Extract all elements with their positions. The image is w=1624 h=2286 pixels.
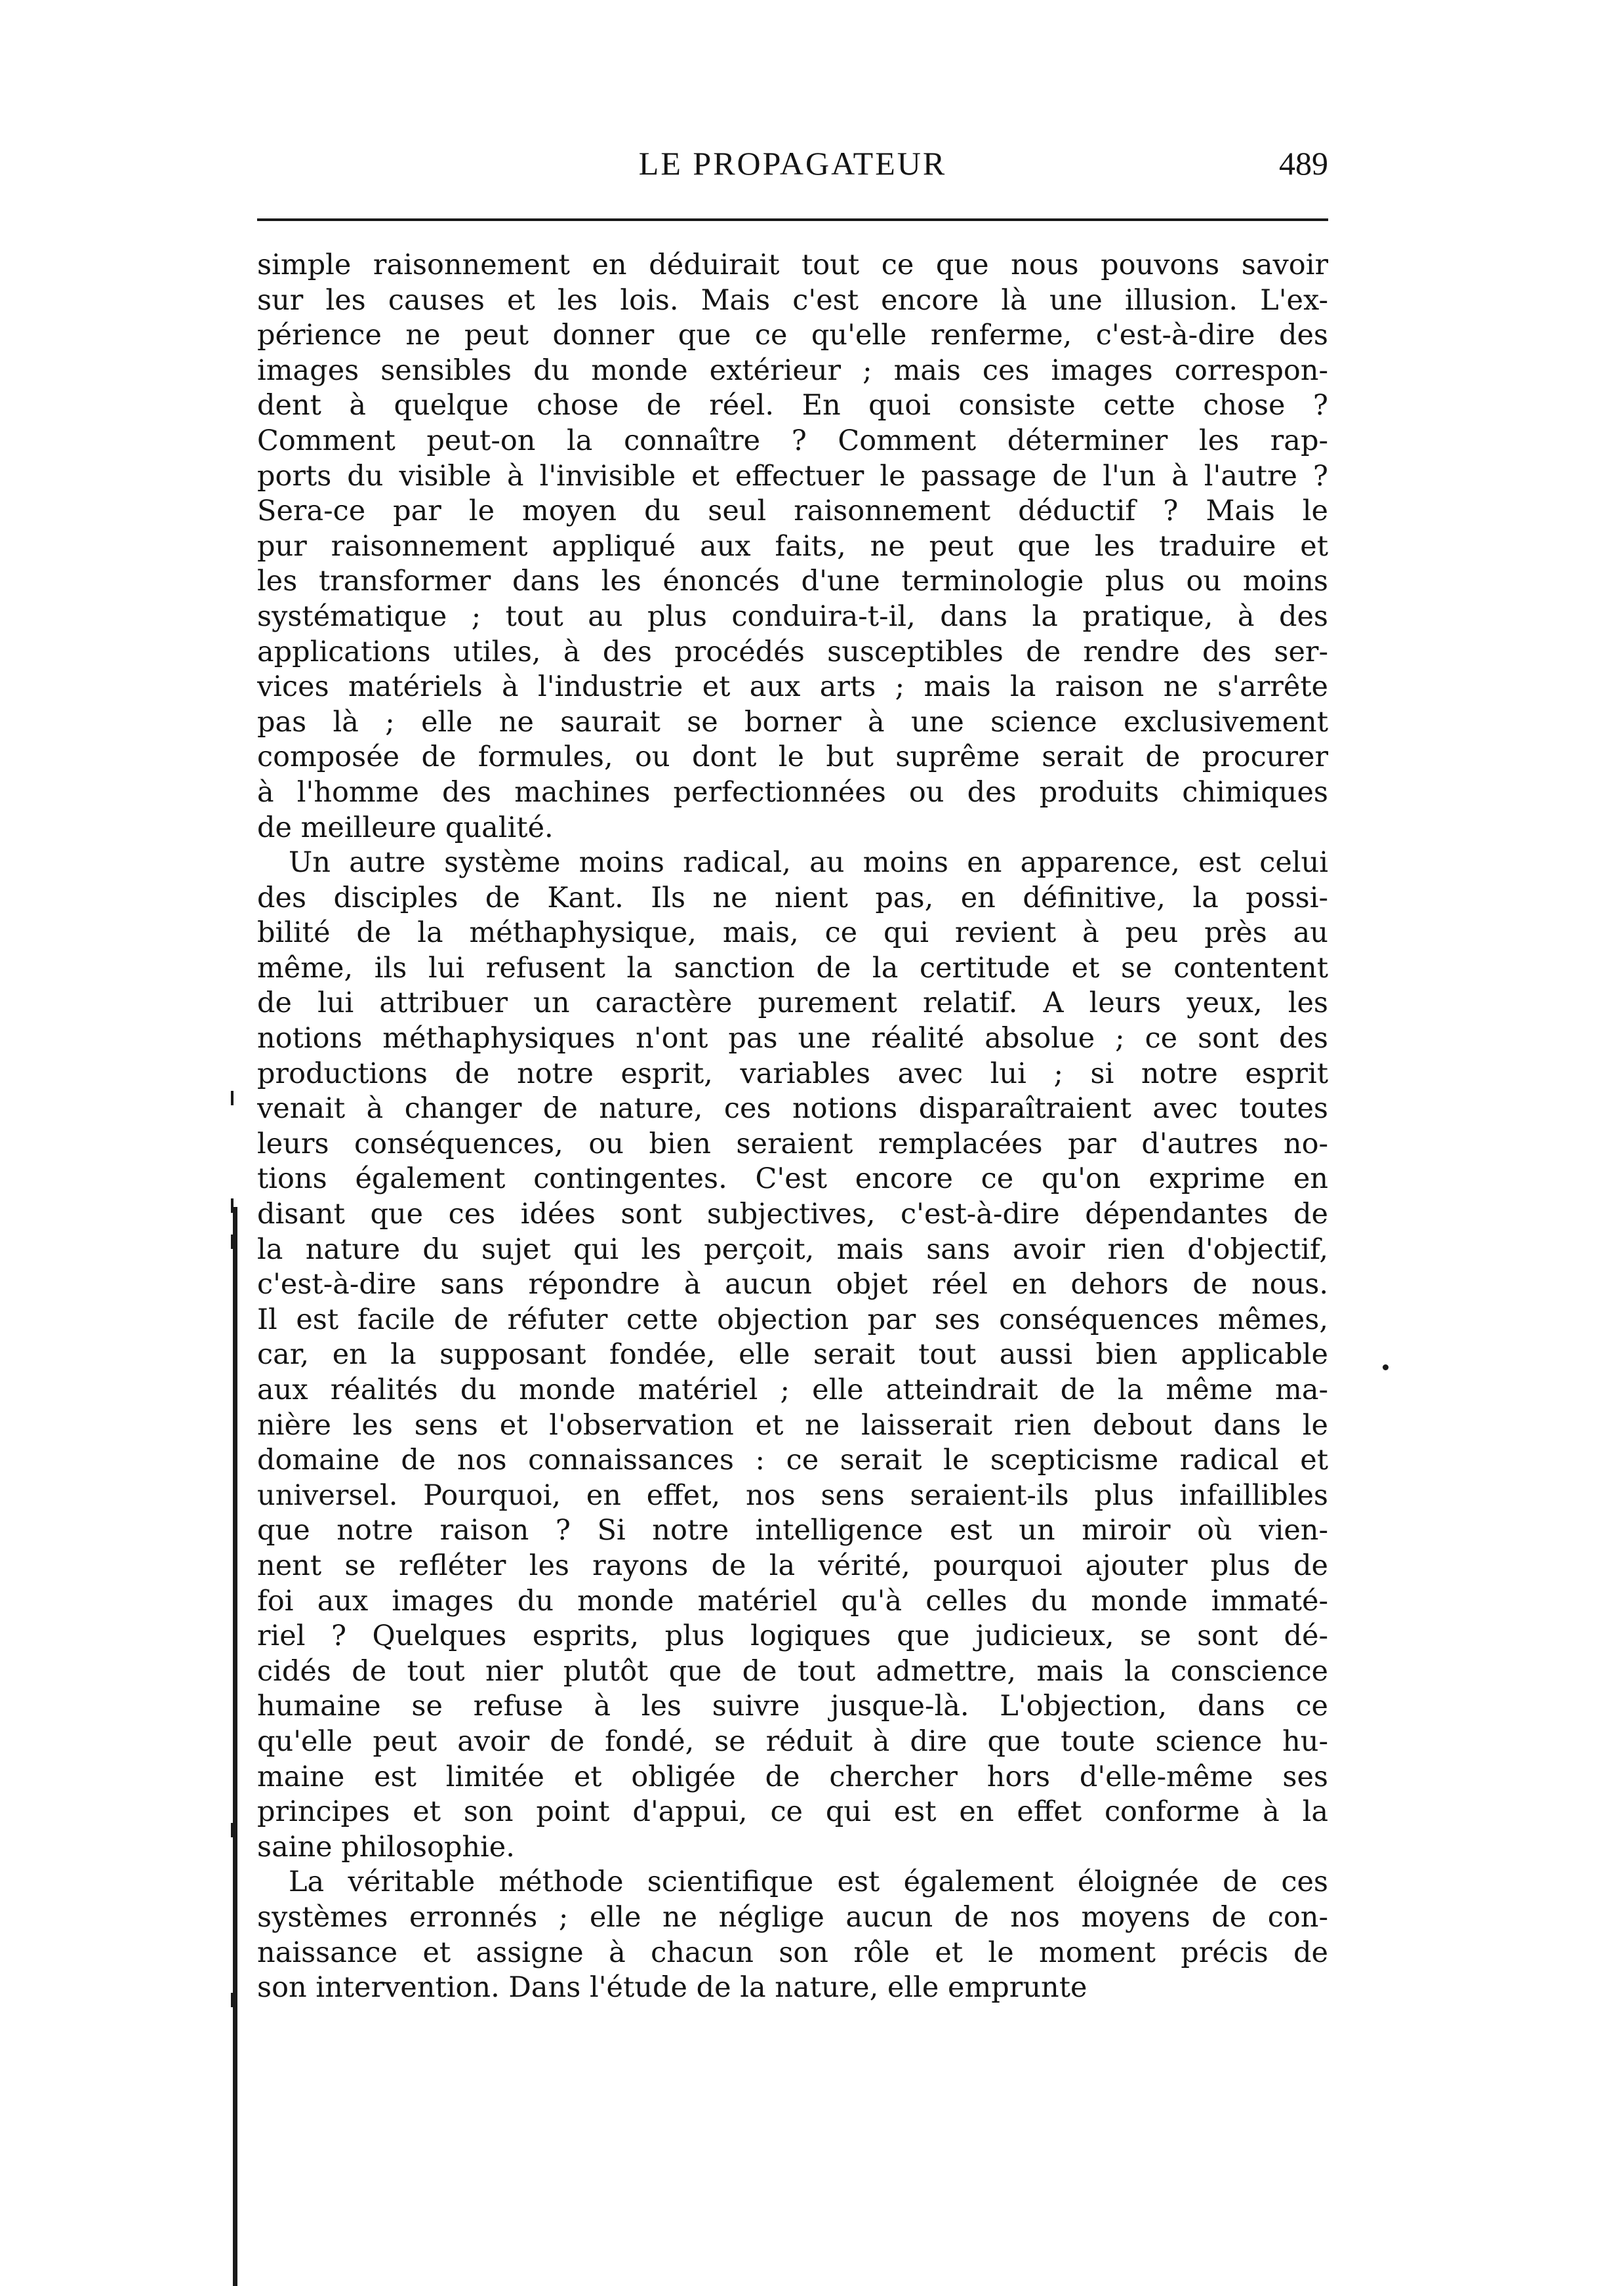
binding-edge-line	[233, 1207, 237, 2286]
text-line: systèmes erronnés ; elle ne néglige aucun de nos moyens de con-	[257, 1900, 1328, 1934]
text-line: composée de formules, ou dont le but suprême serait de procurer	[257, 741, 1328, 774]
header-rule	[257, 218, 1328, 221]
text-line: pur raisonnement appliqué aux faits, ne peut que les traduire et	[257, 529, 1328, 563]
text-line: riel ? Quelques esprits, plus logiques que judicieux, se sont dé-	[257, 1620, 1328, 1653]
paragraph	[257, 248, 1328, 846]
text-line: nent se refléter les rayons de la vérité, pourquoi ajouter plus de	[257, 1549, 1328, 1582]
text-line: vices matériels à l'industrie et aux arts ; mais la raison ne s'arrête	[257, 670, 1328, 704]
text-line: Il est facile de réfuter cette objection par ses conséquences mêmes,	[257, 1303, 1328, 1336]
text-line: principes et son point d'appui, ce qui est en effet conforme à la	[257, 1795, 1328, 1829]
text-line: à l'homme des machines perfectionnées ou des produits chimiques	[257, 775, 1328, 809]
text-line: La véritable méthode scientifique est également éloignée de ces	[289, 1866, 1328, 1899]
binding-edge-mark	[231, 1823, 233, 1837]
text-line: nière les sens et l'observation et ne laisserait rien debout dans le	[257, 1408, 1328, 1442]
text-line: les transformer dans les énoncés d'une terminologie plus ou moins	[257, 565, 1328, 598]
text-line: naissance et assigne à chacun son rôle et le moment précis de	[257, 1936, 1328, 1969]
binding-edge-mark	[231, 1993, 233, 2007]
text-line: dent à quelque chose de réel. En quoi consiste cette chose ?	[257, 389, 1328, 422]
text-line: domaine de nos connaissances : ce serait le scepticisme radical et	[257, 1444, 1328, 1477]
page-header	[257, 144, 1328, 190]
text-line: même, ils lui refusent la sanction de la certitude et se contentent	[257, 951, 1328, 985]
text-line: aux réalités du monde matériel ; elle atteindrait de la même ma-	[257, 1374, 1328, 1406]
text-line: disant que ces idées sont subjectives, c'est-à-dire dépendantes de	[257, 1198, 1328, 1231]
text-line: son intervention. Dans l'étude de la nature, elle emprunte	[257, 1971, 1087, 2005]
text-line: périence ne peut donner que ce qu'elle renferme, c'est-à-dire des	[257, 319, 1328, 352]
print-speck	[1383, 1364, 1389, 1370]
text-line: simple raisonnement en déduirait tout ce que nous pouvons savoir	[257, 249, 1328, 281]
text-line: bilité de la méthaphysique, mais, ce qui revient à peu près au	[257, 916, 1328, 950]
text-line: universel. Pourquoi, en effet, nos sens seraient-ils plus infaillibles	[257, 1479, 1328, 1512]
text-line: de meilleure qualité.	[257, 811, 554, 844]
text-line: ports du visible à l'invisible et effectuer le passage de l'un à l'autre ?	[257, 459, 1328, 493]
text-line: cidés de tout nier plutôt que de tout admettre, mais la conscience	[257, 1654, 1328, 1688]
text-line: humaine se refuse à les suivre jusque-là. L'objection, dans ce	[257, 1690, 1328, 1723]
text-line: systématique ; tout au plus conduira-t-il, dans la pratique, à des	[257, 600, 1328, 633]
text-line: des disciples de Kant. Ils ne nient pas, en définitive, la possi-	[257, 881, 1328, 914]
running-title: LE PROPAGATEUR	[638, 145, 947, 182]
text-line: que notre raison ? Si notre intelligence est un miroir où vien-	[257, 1514, 1328, 1547]
text-line: saine philosophie.	[257, 1830, 515, 1864]
text-line: c'est-à-dire sans répondre à aucun objet réel en dehors de nous.	[257, 1268, 1328, 1301]
text-line: notions méthaphysiques n'ont pas une réalité absolue ; ce sont des	[257, 1022, 1328, 1055]
text-line: maine est limitée et obligée de chercher hors d'elle-même ses	[257, 1760, 1328, 1793]
body-text	[257, 248, 1328, 2006]
text-line: la nature du sujet qui les perçoit, mais sans avoir rien d'objectif,	[257, 1233, 1328, 1266]
text-line: venait à changer de nature, ces notions disparaîtraient avec toutes	[257, 1092, 1328, 1126]
text-line: foi aux images du monde matériel qu'à celles du monde immaté-	[257, 1584, 1328, 1618]
text-line: images sensibles du monde extérieur ; mais ces images correspon-	[257, 354, 1328, 387]
text-line: Un autre système moins radical, au moins en apparence, est celui	[289, 846, 1328, 880]
binding-edge-mark	[231, 1235, 233, 1249]
text-line: qu'elle peut avoir de fondé, se réduit à dire que toute science hu-	[257, 1725, 1328, 1758]
binding-edge-mark	[231, 1091, 233, 1105]
text-line: applications utiles, à des procédés susceptibles de rendre des ser-	[257, 635, 1328, 668]
text-line: tions également contingentes. C'est encore ce qu'on exprime en	[257, 1162, 1328, 1196]
text-line: Sera-ce par le moyen du seul raisonnement déductif ? Mais le	[257, 495, 1328, 528]
text-line: productions de notre esprit, variables avec lui ; si notre esprit	[257, 1057, 1328, 1090]
page-number: 489	[1279, 145, 1328, 182]
binding-edge-mark	[231, 1198, 233, 1213]
text-line: car, en la supposant fondée, elle serait tout aussi bien applicable	[257, 1338, 1328, 1372]
text-line: leurs conséquences, ou bien seraient remplacées par d'autres no-	[257, 1127, 1328, 1160]
paragraph	[257, 1865, 1328, 2005]
paragraph	[257, 846, 1328, 1865]
text-line: sur les causes et les lois. Mais c'est encore là une illusion. L'ex-	[257, 283, 1328, 317]
text-line: pas là ; elle ne saurait se borner à une science exclusivement	[257, 705, 1328, 739]
text-line: Comment peut-on la connaître ? Comment déterminer les rap-	[257, 424, 1328, 457]
text-line: de lui attribuer un caractère purement relatif. A leurs yeux, les	[257, 987, 1328, 1020]
